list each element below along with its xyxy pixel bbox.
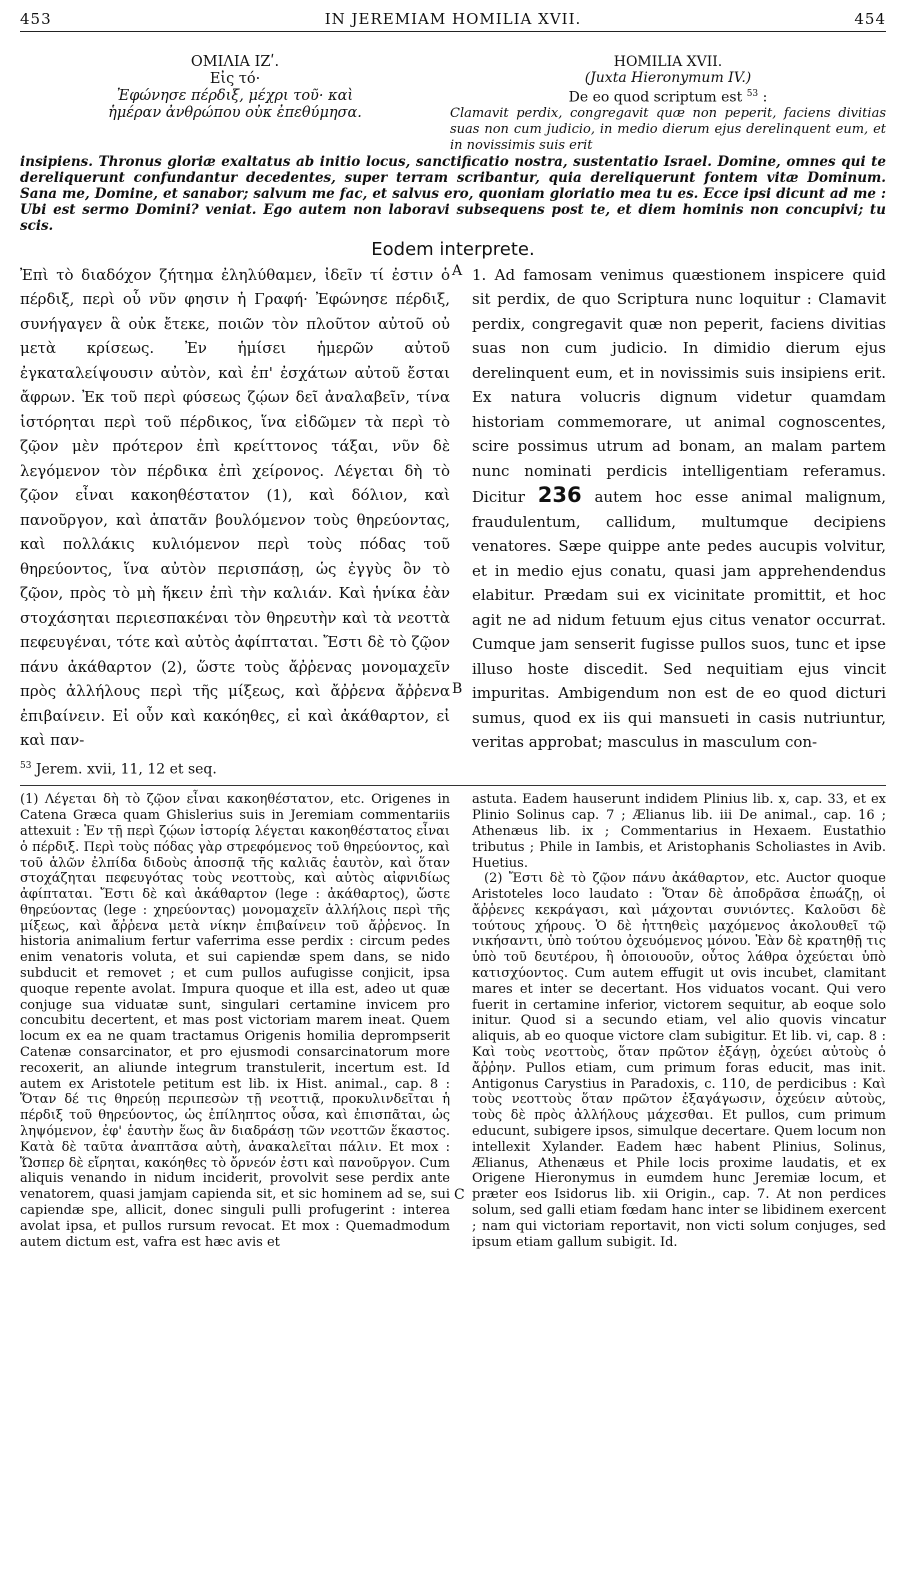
latin-title-block	[450, 54, 886, 154]
homily-titles	[20, 54, 886, 154]
latin-main-text	[472, 263, 886, 755]
latin-homily-title: HOMILIA XVII.	[613, 54, 723, 70]
greek-eis: Εἰς τό·	[209, 71, 261, 87]
page	[20, 10, 886, 1250]
notes-right-column	[472, 792, 886, 1250]
page-number-right: 454	[854, 10, 886, 28]
greek-verse: Ἐφώνησε πέρδιξ, μέχρι τοῦ· καὶ ἡμέραν ἀνθρώπου οὐκ ἐπεθύμησα.	[108, 88, 362, 121]
note-1-continued: astuta. Eadem hauserunt indidem Plinius lib. x, cap. 33, et ex Plinio Solinus cap. 7 ; Ælianus lib. iii De animal., cap. 16 ; Athenæus lib. ix ; Commentarius in Hexaem. Eustathio tributus ; Phile in Iambis, et Aristophanis Scholiastes in Avib. Huetius.	[472, 792, 886, 871]
footnote-53-marker: 53	[20, 760, 32, 771]
note-2: (2) Ἔστι δὲ τὸ ζῷον πάνυ ἀκάθαρτον, etc. Auctor quoque Aristoteles loco laudato : Ὅταν δὲ ἀποδρᾶσα ἐπωάζῃ, οἱ ἄῤῥενες κεκράγασι, καὶ μάχονται συνιόντες. Καλοῦσι δὲ τούτους χήρους. Ὁ δὲ ἡττηθεὶς μαχόμενος ἀκολουθεῖ τῷ νικήσαντι, ὑπὸ τούτου ὀχευόμενος μόνου. Ἐὰν δὲ κρατηθῇ τις ὑπὸ τοῦ δευτέρου, ἢ ὁποιουοῦν, οὗτος λάθρα ὀχεύεται ὑπὸ κατισχύοντος. Cum autem effugit ut ovis incubet, clamitant mares et inter se decertant. Hos viduatos vocant. Qui vero fuerit in certamine inferior, victorem sequitur, ab eoque solo initur. Quod si a secundo etiam, vel alio quovis vincatur aliquis, ab eo quoque victore clam subigitur. Et lib. vi, cap. 8 : Καὶ τοὺς νεοττοὺς, ὅταν πρῶτον ἐξάγῃ, ὀχεύει αὐτοὺς ὁ ἄῤῥην. Pullos etiam, cum primum foras educit, mas init. Antigonus Carystius in Paradoxis, c. 110, de perdicibus : Καὶ τοὺς νεοττοὺς ὅταν πρῶτον ἐξαγάγωσιν, ὀχεύειν αὐτοὺς, τοὺς δὲ πρὸς ἀλλήλους μάχεσθαι. Et pullos, cum primum educunt, subigere ipsos, simulque decertare. Quem locum non intellexit Xylander. Eadem hæc habent Plinius, Solinus, Ælianus, Athenæus et Phile locis proxime laudatis, et ex Origene Hieronymus in eumdem hunc Jeremiæ locum, et præter eos Isidorus lib. xii Origin., cap. 7. At non perdices solum, sed galli etiam fœdam hanc inter se libidinem exercent ; nam qui victoriam reportavit, non victi solum conjuges, sed ipsum etiam gallum subigit. Id.	[472, 871, 886, 1250]
running-title: IN JEREMIAM HOMILIA XVII.	[324, 10, 582, 28]
greek-main-text: Ἐπὶ τὸ διαδόχον ζήτημα ἐληλύθαμεν, ἰδεῖν τί ἐστιν ὁ πέρδιξ, περὶ οὗ νῦν φησιν ἡ Γραφή· Ἐφώνησε πέρδιξ, συνήγαγεν ἃ οὐκ ἔτεκε, ποιῶν τὸν πλοῦτον αὐτοῦ οὐ μετὰ κρίσεως. Ἐν ἡμίσει ἡμερῶν αὐτοῦ ἐγκαταλείψουσιν αὐτὸν, καὶ ἐπ' ἐσχάτων αὐτοῦ ἔσται ἄφρων. Ἐκ τοῦ περὶ φύσεως ζῴων δεῖ ἀναλαβεῖν, τίνα ἱστόρηται περὶ τοῦ πέρδικος, ἵνα εἰδῶμεν τὰ περὶ τὸ ζῷον μὲν πρότερον ἐπὶ κρείττονος τάξαι, νῦν δὲ λεγόμενον τὸν πέρδικα ἐπὶ χείρονος. Λέγεται δὴ τὸ ζῷον εἶναι κακοηθέστατον (1), καὶ δόλιον, καὶ πανοῦργον, καὶ ἀπατᾶν βουλόμενον τοὺς θηρεύοντας, καὶ πολλάκις κυλιόμενον περὶ τοὺς πόδας τοῦ θηρεύοντος, ἵνα αὐτὸν περισπάσῃ, ὡς ἐγγὺς ὂν τὸ ζῷον, πρὸς τὸ μὴ ἥκειν ἐπὶ τὴν καλιάν. Καὶ ἡνίκα ἐὰν στοχάσηται περιεσπακέναι τὸν θηρευτὴν καὶ τὰ νεοττὰ πεφευγέναι, τότε καὶ αὐτὸς ἀφίπταται. Ἔστι δὲ τὸ ζῷον πάνυ ἀκάθαρτον (2), ὥστε τοὺς ἄῤῥενας μονομαχεῖν πρὸς ἀλλήλους περὶ τῆς μίξεως, καὶ ἄῤῥενα ἄῤῥενα ἐπιβαίνειν. Εἰ οὖν καὶ κακόηθες, εἰ καὶ ἀκάθαρτον, εἰ καὶ παν-	[20, 265, 450, 750]
footnote-53-text: Jerem. xvii, 11, 12 et seq.	[35, 761, 217, 778]
greek-homily-title: ΟΜΙΛΙΑ ΙΖʹ.	[190, 54, 280, 70]
running-header	[20, 10, 886, 32]
margin-letter-b: B	[452, 680, 463, 697]
main-text-columns	[20, 263, 886, 755]
notes-divider	[20, 785, 886, 786]
latin-de-eo-text: De eo quod scriptum est	[568, 89, 743, 106]
argument-continuation: insipiens. Thronus gloriæ exaltatus ab initio locus, sanctificatio nostra, sustentatio Israel. Domine, omnes qui te dereliquerunt confundantur decedentes, super terram scribantur, quia dereliquerunt fontem vitæ Dominum. Sana me, Domine, et sanabor; salvum me fac, et salvus ero, quoniam gloriatio mea tu es. Ecce ipsi dicunt ad me : Ubi est sermo Domini? veniat. Ego autem non laboravi subsequens post te, et diem hominis non concupivi; tu scis.	[20, 153, 886, 234]
page-marker: 236	[537, 483, 582, 508]
footnote-ref-53: 53	[746, 89, 759, 99]
margin-letter-a: A	[452, 262, 463, 279]
page-number-left: 453	[20, 10, 52, 28]
note-1: (1) Λέγεται δὴ τὸ ζῷον εἶναι κακοηθέστατον, etc. Origenes in Catena Græca quam Ghislerius suis in Jeremiam commentariis attexuit : Ἐν τῇ περὶ ζῴων ἱστορίᾳ λέγεται κακοηθέστατος εἶναι ὁ πέρδιξ. Περὶ τοὺς πόδας γὰρ στρεφόμενος τοῦ θηρεύοντος, καὶ τοῦ ἁλῶν ἐλπίδα διδοὺς ἀποσπᾷ τῆς καλιᾶς ἑαυτὸν, καὶ ὅταν στοχάζηται πεφευγότας τοὺς νεοττοὺς, καὶ αὐτὸς αἰφνιδίως ἀφίπταται. Ἔστι δὲ καὶ ἀκάθαρτον (lege : ἀκάθαρτος), ὥστε θηρεύοντας (lege : χηρεύοντας) μονομαχεῖν ἀλλήλοις περὶ τῆς μίξεως, καὶ ἄῤῥενα μετὰ νίκην ἐπιβαίνειν τοῦ ἄῤῥενος. In historia animalium fertur vaferrima esse perdix : circum pedes enim venatoris voluta, et sui capiendæ spem dans, se nido subducit et removet ; et cum pullos aufugisse conjicit, ipsa quoque repente avolat. Impura quoque et illa est, adeo ut quæ conjuge sua viduatæ sunt, singulari certamine invicem pro concubitu decertent, et mas post victoriam marem ineat. Quem locum ex ea ne quam tractamus Origenis homilia deprompserit Catenæ consarcinator, et pro ejusmodi consarcinatorum more recoxerit, an aliunde integrum transtulerit, incertum est. Id autem ex Aristotele petitum est lib. ix Hist. animal., cap. 8 : Ὅταν δέ τις θηρεύῃ περιπεσὼν τῇ νεοττιᾷ, προκυλινδεῖται ἡ πέρδιξ τοῦ θηρεύοντος, ὡς ἐπίληπτος οὖσα, καὶ ἐπισπᾶται, ὡς ληψόμενον, ἐφ' ἑαυτὴν ἕως ἂν διαδράσῃ τῶν νεοττῶν ἕκαστος. Κατὰ δὲ ταῦτα ἀναπτᾶσα αὐτὴ, ἀνακαλεῖται πάλιν. Et mox : Ὥσπερ δὲ εἴρηται, κακόηθες τὸ ὄρνεόν ἐστι καὶ πανοῦργον. Cum aliquis venando in nidum inciderit, provolvit sese perdix ante venatorem, quasi jamjam capienda sit, et sic hominem ad se, sui capiendæ spe, allicit, donec singuli pulli profugerint : interea avolat ipsa, et pullos rursum revocat. Et mox : Quemadmodum autem dictum est, vafra est hæc avis et	[20, 792, 450, 1250]
footnote-53	[20, 761, 886, 778]
latin-main-text-1: 1. Ad famosam venimus quæstionem inspicere quid sit perdix, de quo Scriptura nunc loquitur : Clamavit perdix, congregavit quæ non peperit, faciens divitias suas non cum judicio. In dimidio dierum ejus derelinquent eum, et in novissimis suis insipiens erit. Ex natura volucris dignum videtur quamdam historiam commemorare, ut animal cognoscentes, scire possimus utrum ad bonam, an malam partem nunc nominati perdicis intelligentiam referamus. Dicitur	[472, 265, 886, 507]
interp-heading: Eodem interprete.	[371, 238, 535, 260]
margin-letter-c: C	[454, 1187, 465, 1204]
latin-de-eo: De eo quod scriptum est $^{53}$ :	[568, 89, 768, 106]
latin-argument: Clamavit perdix, congregavit quæ non peperit, faciens divitias suas non cum judicio, in medio dierum ejus derelinquent eum, et in novissimis suis erit	[450, 105, 886, 153]
notes-columns	[20, 792, 886, 1250]
latin-juxta: (Juxta Hieronymum IV.)	[584, 70, 752, 86]
greek-title-block	[20, 54, 450, 154]
latin-main-text-2: autem hoc esse animal malignum, fraudulentum, callidum, multumque decipiens venatores. Sæpe quippe ante pedes aucupis volvitur, et in medio ejus conatu, quasi jam apprehendendus elabitur. Prædam sui ex vicinitate promittit, et hoc agit ne ad nidum fetuum ejus citus venator occurrat. Cumque jam senserit fugisse pullos suos, tunc et ipse illuso hoste discedit. Sed nequitiam ejus vincit impuritas. Ambigendum non est de eo quod dicturi sumus, quod ex iis qui mansueti in casis nutriuntur, veritas approbat; masculus in masculum con-	[472, 488, 886, 752]
